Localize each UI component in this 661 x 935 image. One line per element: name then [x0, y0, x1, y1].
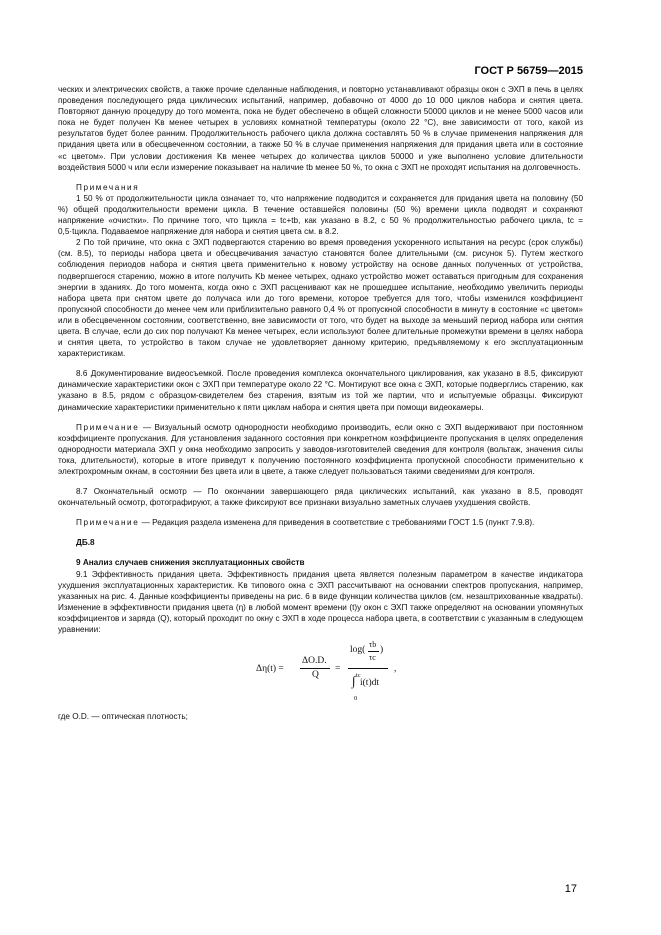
- eq-log-close: ): [380, 645, 384, 656]
- eq-int-top: tc: [356, 672, 361, 680]
- note-text: — Редакция раздела изменена для приведения в соответствие с требованиями ГОСТ 1.5 (пункт 7.9.8).: [139, 518, 535, 528]
- paragraph-8-6: 8.6 Документирование видеосъемкой. После проведения комплекса окончательного циклирования, как указано в 8.5, фиксируют динамические характеристики окон с ЭХП при температуре около 22 °C. Монтируют все окна с ЭХП, которые подверглись старению, как указано в 8.5, рядом с образцом-свидетелем без старения, взятым из той же партии, что и испытуемые образцы. Фиксируют динамические характеристики применительно к пяти циклам набора и снятия цвета при помощи видеокамеры.: [58, 369, 583, 412]
- eq-comma: ,: [394, 664, 397, 675]
- notes-title: Примечания: [76, 182, 140, 192]
- where-definition: где O.D. — оптическая плотность;: [58, 712, 188, 722]
- paragraph-9-1: 9.1 Эффективность придания цвета. Эффективность придания цвета является полезным параметром в качестве индикатора ухудшения эксплуатационных характеристик. Kв типового окна с ЭХП рассчитывают на основании спектров пропускания, например, указанных на рис. 4. Данные коэффициенты приведены на рис. 6 в виде функции количества циклов (см. незаштрихованные квадраты). Изменение в эффективности придания цвета (η) в любой момент времени (t)у окон с ЭХП также определяют на основании упомянутых коэффициентов и заряда (Q), который проходит по окну с ЭХП в ходе процесса набора цвета, в соответствии с указанным в следующем уравнении:: [58, 569, 583, 635]
- note-label: Примечание: [76, 518, 140, 528]
- paragraph-8-7: 8.7 Окончательный осмотр — По окончании завершающего ряда циклических испытаний, как указано в 8.5, проводят окончательный осмотр, фотографируют, а также фиксируют все признаки визуально заметных случаев ухудшения свойств.: [58, 487, 583, 508]
- eq-integral: ∫: [352, 673, 356, 689]
- page-header-standard: ГОСТ Р 56759—2015: [474, 65, 583, 77]
- note-label: Примечание: [76, 422, 140, 432]
- note-2: 2 По той причине, что окна с ЭХП подвергаются старению во время проведения ускоренного испытания на ресурс (срок службы) (см. 8.5), то периоды набора цвета и обесцвечивания зачастую становятся более длительными (см. рисунок 5). Путем жесткого соблюдения периодов набора и снятия цвета применительно к новому устройству на основе данных полученных от устройства, подвергшегося старению, можно в итоге получить Kb менее четырех, однако устройство может оставаться пригодным для сохранения энергии в зданиях. До того момента, когда окно с ЭХП расценивают как не прошедшее испытание, необходимо увеличить периоды набора цвета при снятом цвете до получаса или до того времени, которое требуется для того, чтобы изменился коэффициент пропускной способности до менее чем или приблизительно равного 0,4 % от пропускной способности в минуту в состояние «с цветом» или в обесцвеченном состоянии, соответственно, вне зависимости от того, что будет на выходе за меньший период набора или снятия цвета. В случае, если до сих пор получают Kв менее четырех, если используют более длительные промежутки времени в целях набора и снятия цвета, то устройство в таком случае не удовлетворяет данному критерию, предъявляемому к его эксплуатационным характеристикам.: [58, 238, 583, 359]
- paragraph-continuation: ческих и электрических свойств, а также прочие сделанные наблюдения, и повторно устанавливают образцы окон с ЭХП в печь в целях проведения последующего ряда циклических испытаний, например, добавочно от 4000 до 10 000 циклов набора и снятия цвета. Повторяют данную процедуру до того момента, пока не будет обеспечено в общей сложности 50000 циклов и не менее 5000 часов или пока не будет получен Kв менее четырех в условиях комнатной температуры (около 22 °C), вне зависимости от того, какой из результатов будет более ранним. Продолжительность рабочего цикла должна составлять 50 % в случае применения напряжения для придания цвета или в обесцвеченном состоянии, а также 50 % в случае применения напряжения для придания цвета или в состояние «с цветом». При условии достижения Kв менее четырех до количества циклов 50000 и уже выполнено условие длительности воздействия 5000 ч или если измерение показывает на наличие tb менее 50 %, то окна с ЭХП не проходят испытания на долговечность.: [58, 85, 583, 172]
- eq-int-body: i(t)dt: [360, 678, 379, 689]
- page-body: [58, 84, 583, 722]
- eq-equals: =: [335, 664, 341, 675]
- eq-fraction-line-2: [348, 668, 388, 669]
- page-number: 17: [564, 882, 577, 895]
- eq-den1: Q: [312, 670, 319, 681]
- section-db8: ДБ.8: [76, 538, 95, 548]
- eq-log: log(: [350, 645, 366, 656]
- eq-tau-b: τb: [369, 640, 377, 650]
- equation-coloration-efficiency: [58, 637, 583, 707]
- section-9-title: 9 Анализ случаев снижения эксплуатационных свойств: [76, 558, 305, 568]
- eq-int-bottom: 0: [354, 695, 358, 703]
- note-1: 1 50 % от продолжительности цикла означает то, что напряжение подводится и сохраняется для придания цвета на половину (50 %) общей продолжительности времени цикла. В течение оставшейся половины (50 %) времени цикла подводят и сохраняют напряжение «очистки». По причине того, что tцикла = tc+tb, как указано в 8.2, с 50 % продолжительностью рабочего цикла, tc = 0,5·tцикла. Подаваемое напряжение для набора и снятия цвета см. в 8.2.: [58, 193, 583, 237]
- eq-fraction-line-1: [300, 668, 330, 669]
- eq-num1: ΔO.D.: [302, 656, 327, 667]
- note-visual-inspection: [58, 422, 583, 477]
- note-edition: [58, 517, 583, 528]
- eq-lhs: Δη(t) =: [256, 664, 284, 675]
- eq-tau-c: τc: [369, 653, 376, 663]
- note-text: — Визуальный осмотр однородности необходимо производить, если окно с ЭХП выдерживают при постоянном коэффициенте пропускания. Для установления заданного состояния при конкретном коэффициенте пропускания в целях определения однородности материала ЭХП у окна необходимо запросить у заводов-изготовителей сведения для контроля (вольтаж, значения силы тока, длительности), которые в итоге приведут к получению постоянного коэффициента пропускной способности применительно к электрохромным окнам, в состоянии без цвета или в цвете, а также следует пользоваться такими сведениями для контроля.: [58, 422, 583, 476]
